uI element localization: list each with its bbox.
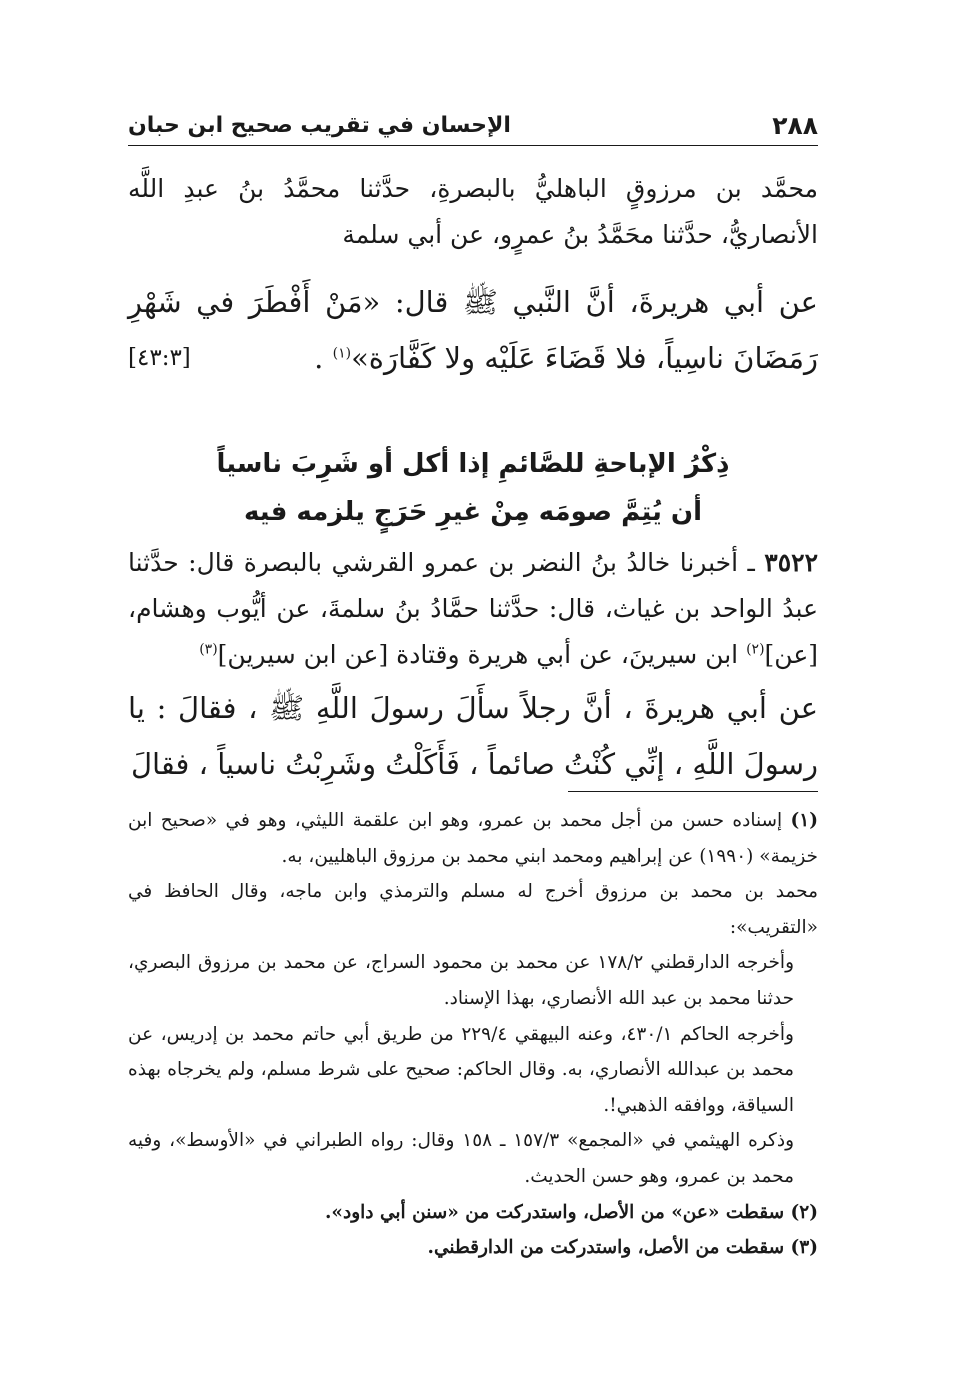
footnote-rule (568, 791, 818, 792)
footnote-2 (128, 1195, 818, 1231)
footnote-2-number: (٢) (790, 1201, 818, 1223)
matn-text-2: عن أبي هريرةَ ، أنَّ رجلاً سأَلَ رسولَ اللَّهِ ﷺ ، فقالَ : يا رسولَ اللَّهِ ، إنِّي كُنْتُ صائماً ، فَأَكَلْتُ وشَرِبْتُ ناسياً ، فقالَ (128, 691, 818, 781)
isnad-text-1: محمَّد بن مرزوقٍ الباهليُّ بالبصرةِ، حدَّثنا محمَّدُ بنُ عبدِ اللَّه الأنصاريُّ، حدَّثنا محَمَّدُ بنُ عمرٍو، عن أبي سلمة (128, 174, 818, 249)
footnote-marker-2: (٢) (746, 641, 765, 658)
matn-text-1: عن أبي هريرةَ، أنَّ النَّبي ﷺ قال: «مَنْ أَفْطَرَ في شَهْرِ رَمَضَانَ ناسِياً، فلا قَضَاءَ عَلَيْه ولا كَفَّارَة» (128, 285, 818, 375)
header-rule (128, 145, 818, 146)
footnote-3 (128, 1230, 818, 1266)
isnad-text-2a: ـ أخبرنا خالدُ بنُ النضر بن عمرو القرشي بالبصرة قال: حدَّثنا عبدُ الواحد بن غياث، قال: حدَّثنا حمَّادُ بنُ سلمةَ، عن أيُّوب وهشام، [عن] (128, 548, 818, 669)
footnote-1-text: إسناده حسن من أجل محمد بن عمرو، وهو ابن علقمة الليثي، وهو في «صحيح ابن خزيمة» (١٩٩٠) عن إبراهيم ومحمد ابني محمد بن مرزوق الباهليين، به. (128, 810, 818, 867)
footnote-marker-3: (٣) (199, 641, 218, 658)
footnote-2-text: سقطت «عن» من الأصل، واستدركت من «سنن أبي داود». (324, 1201, 791, 1223)
footnote-3-text: سقطت من الأصل، واستدركت من الدارقطني. (427, 1237, 791, 1259)
matn-paragraph-2 (128, 680, 818, 792)
isnad-text-2b: ابن سيرينَ، عن أبي هريرة وقتادة [عن ابن سيرين] (217, 640, 747, 669)
heading-line-1: ذِكْرُ الإباحةِ للصَّائمِ إذا أكل أو شَرِبَ ناسياً (216, 449, 730, 479)
running-title: الإحسان في تقريب صحيح ابن حبان (128, 112, 511, 138)
footnote-1-number: (١) (790, 810, 818, 831)
footnote-1-para-5: وذكره الهيثمي في «المجمع» ١٥٧/٣ ـ ١٥٨ وقال: رواه الطبراني في «الأوسط»، وفيه محمد بن عمرو، وهو حسن الحديث. (128, 1130, 794, 1187)
volume-reference: [٤٣:٣] (128, 345, 191, 371)
matn-paragraph-1 (128, 274, 818, 386)
footnote-1-para-4: وأخرجه الحاكم ٤٣٠/١، وعنه البيهقي ٢٢٩/٤ من طريق أبي حاتم محمد بن إدريس، عن محمد بن عبدالله الأنصاري، به. وقال الحاكم: صحيح على شرط مسلم، ولم يخرجاه بهذه السياقة، ووافقه الذهبي!. (128, 1023, 794, 1116)
chapter-heading (128, 440, 818, 536)
hadith-number: ٣٥٢٢ (764, 548, 818, 577)
footnote-1 (128, 803, 818, 874)
running-header (128, 108, 818, 142)
heading-line-2: أن يُتِمَّ صومَه مِنْ غيرِ حَرَجٍ يلزمه فيه (243, 497, 703, 527)
footnote-1-para-3: وأخرجه الدارقطني ١٧٨/٢ عن محمد بن محمود السراج، عن محمد بن مرزوق البصري، حدثنا محمد بن عبد الله الأنصاري، بهذا الإسناد. (128, 952, 795, 1009)
footnote-1-para-2: محمد بن محمد بن مرزوق أخرج له مسلم والترمذي وابن ماجه، وقال الحافظ في «التقريب»: (128, 881, 818, 938)
matn-end-1: . (314, 341, 333, 375)
isnad-paragraph-2 (128, 540, 818, 678)
page-number: ٢٨٨ (772, 110, 818, 140)
footnote-3-number: (٣) (790, 1237, 818, 1259)
isnad-paragraph-1 (128, 166, 818, 258)
footnote-marker-1: (١) (332, 345, 352, 362)
footnotes (128, 803, 818, 1266)
